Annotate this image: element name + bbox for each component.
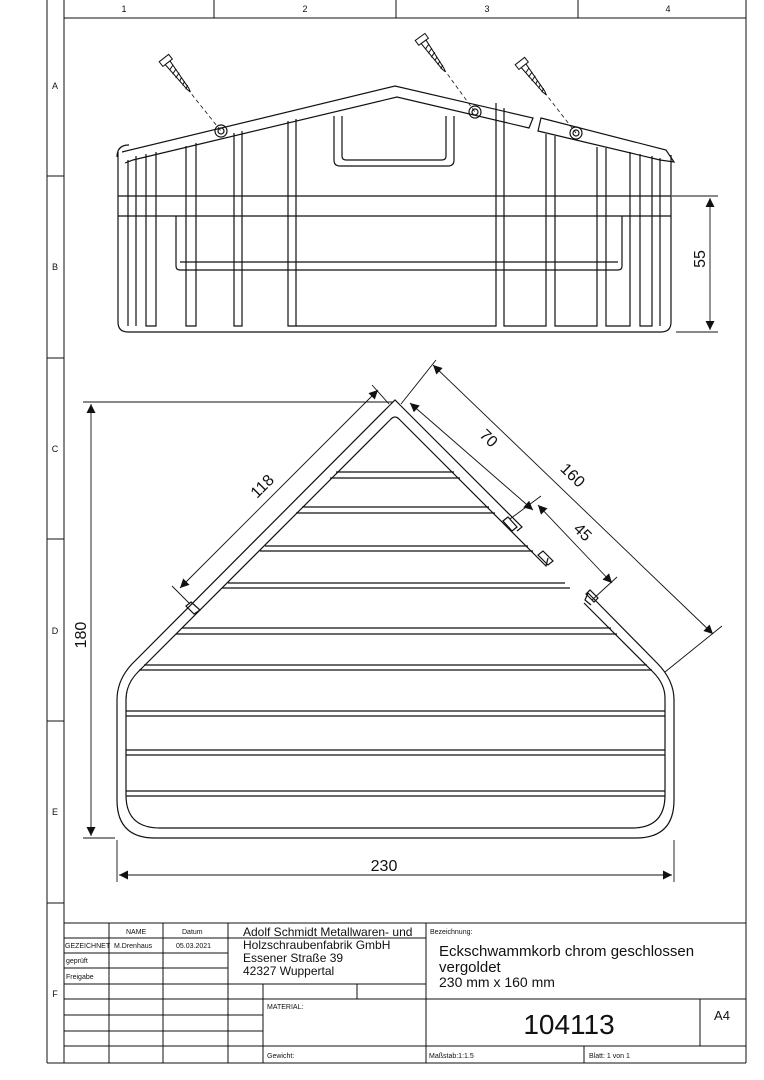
dim-label-70: 70 [475,426,501,452]
company-line-2: Holzschraubenfabrik GmbH [243,938,391,952]
company-line-3: Essener Straße 39 [243,951,344,965]
mount-hole-middle [469,106,481,118]
drawn-date: 05.03.2021 [176,943,212,950]
material-label: MATERIAL: [267,1004,304,1011]
zone-col-4: 4 [665,4,671,14]
drawn-by: M.Drenhaus [114,943,153,950]
scale: Maßstab:1:1.5 [429,1053,474,1060]
paper-size: A4 [714,1008,730,1023]
designation-line-1: Eckschwammkorb chrom geschlossen [439,943,695,960]
basket-body [118,152,671,332]
zone-row-c: C [51,444,59,454]
company-line-1: Adolf Schmidt Metallwaren- und [243,925,413,939]
zone-col-3: 3 [484,4,490,14]
head-name: NAME [126,929,147,936]
front-view [117,46,674,332]
zone-row-e: E [51,807,59,817]
zone-col-1: 1 [121,4,127,14]
back-plate-outline [122,86,533,163]
title-block-text [65,925,730,1060]
screw-middle-icon [415,33,450,75]
weight-label: Gewicht: [267,1053,295,1060]
plan-view [117,400,674,838]
zone-labels [52,4,671,999]
row-checked-label: geprüft [66,958,88,965]
dim-label-45: 45 [569,520,595,546]
company-line-4: 42327 Wuppertal [243,964,335,978]
part-number: 104113 [523,1009,615,1040]
zone-row-d: D [51,626,59,636]
mount-hole-left [215,125,227,137]
slats [126,472,665,796]
screw-right-icon [515,57,551,98]
sheet-number: Blatt: 1 von 1 [589,1053,630,1060]
designation-line-2: vergoldet [439,959,501,976]
dim-label-230: 230 [370,858,398,875]
handle-cutout [334,116,454,166]
zone-col-2: 2 [302,4,308,14]
dim-label-118: 118 [247,471,278,502]
zone-row-f: F [52,989,58,999]
row-release-label: Freigabe [66,974,94,981]
zone-row-b: B [51,262,59,272]
plan-dimensions [83,360,722,882]
dim-label-160: 160 [556,460,588,492]
screw-left-icon [159,54,195,95]
row-drawn-label: GEZEICHNET [65,943,111,950]
dim-label-180: 180 [73,621,90,649]
designation-label: Bezeichnung: [430,929,473,936]
head-date: Datum [182,929,203,936]
zone-row-a: A [51,81,59,91]
basket-outline-outer [117,406,674,838]
dim-label-55: 55 [692,250,709,268]
designation-line-3: 230 mm x 160 mm [439,974,555,990]
